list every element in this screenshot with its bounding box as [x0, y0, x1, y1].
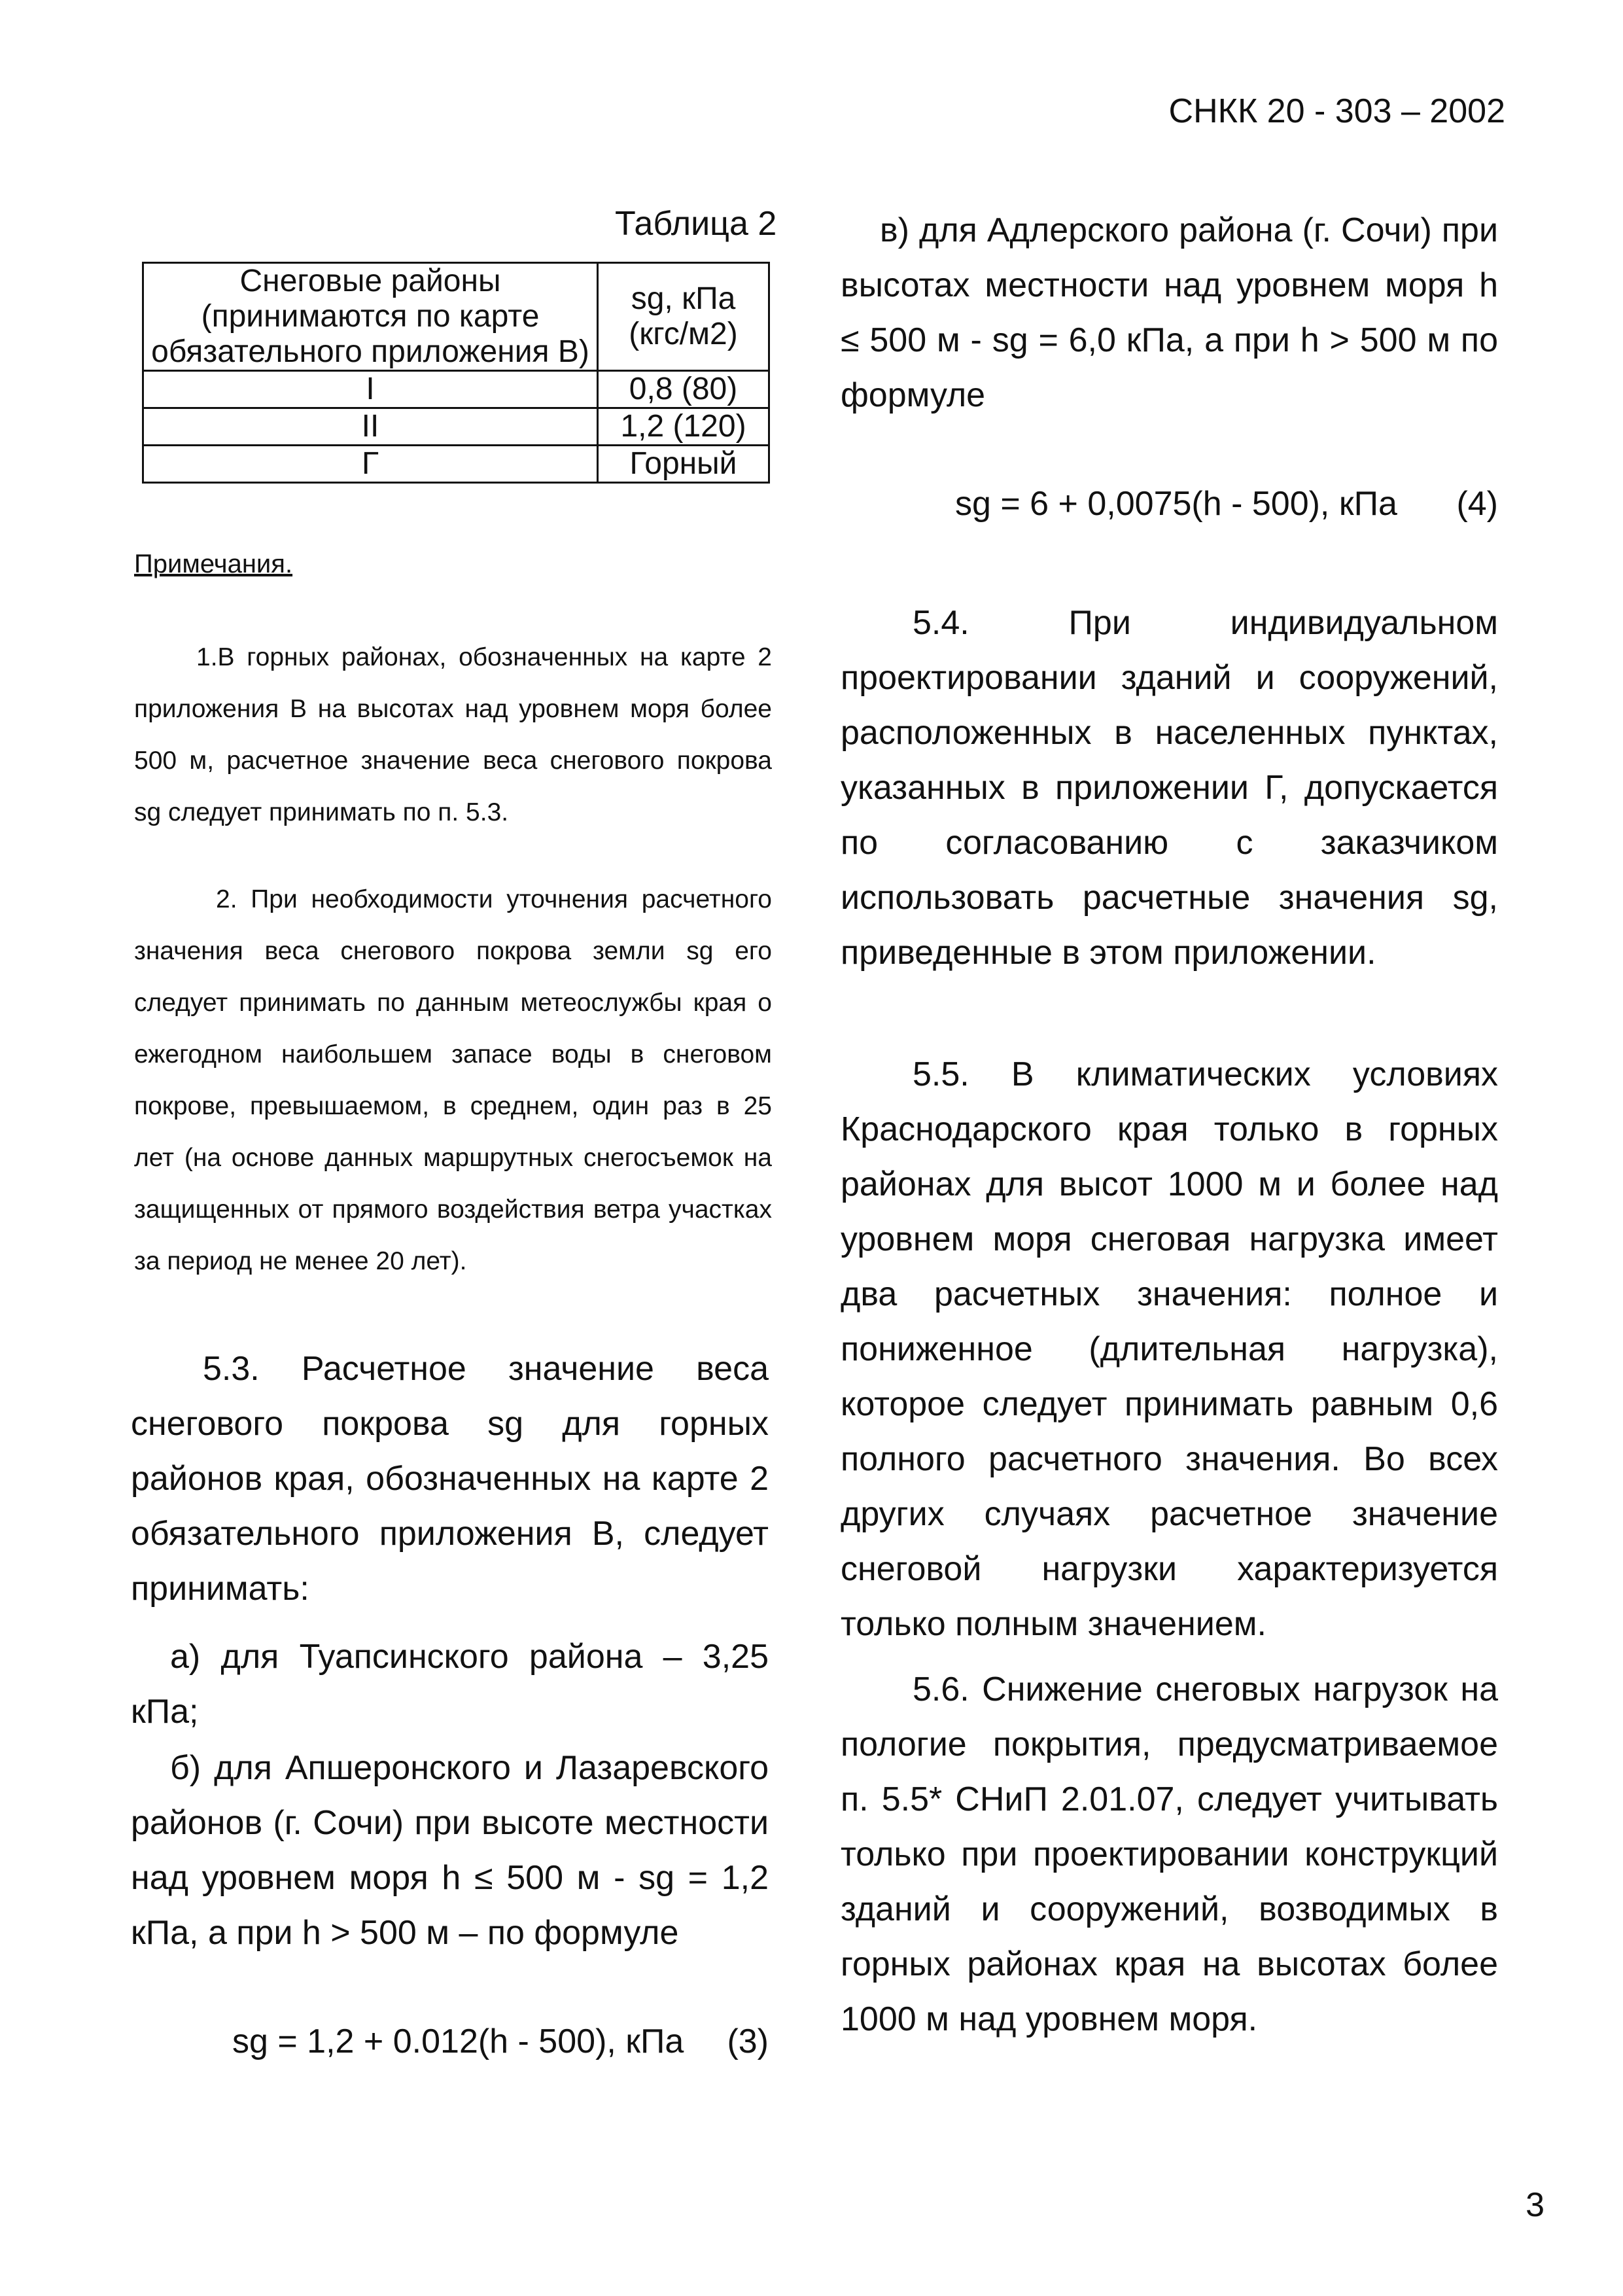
- formula-4-number: (4): [1456, 485, 1498, 523]
- table-row: [143, 408, 769, 446]
- paragraph-5-6: 5.6. Снижение снеговых нагрузок на пологие покрытия, предусматриваемое п. 5.5* СНиП 2.01.07, следует учитывать только при проектировании конструкций зданий и сооружений, возводимых в горных районах края на высотах более 1000 м над уровнем моря.: [841, 1670, 1498, 2038]
- table-cell: Г: [143, 446, 598, 483]
- item-a: а) для Туапсинского района – 3,25 кПа;: [131, 1638, 769, 1731]
- table-row: [143, 371, 769, 408]
- paragraph-5-5: 5.5. В климатических условиях Краснодарского края только в горных районах для высот 1000 м и более над уровнем моря снеговая нагрузка имеет два расчетных значения: полное и пониженное (длительная нагрузка), которое следует принимать равным 0,6 полного расчетного значения. Во всех других случаях расчетное значение снеговой нагрузки характеризуется только полным значением.: [841, 1055, 1498, 1643]
- item-v: в) для Адлерского района (г. Сочи) при высотах местности над уровнем моря h ≤ 500 м - sg = 6,0 кПа, а при h > 500 м по формуле: [841, 211, 1498, 414]
- table-cell: Горный: [598, 446, 769, 483]
- page-number: 3: [1526, 2186, 1544, 2224]
- formula-4: [955, 484, 1498, 523]
- table-header-row: [143, 263, 769, 371]
- table-header-cell: sg, кПа (кгс/м2): [598, 263, 769, 371]
- table-cell: 0,8 (80): [598, 371, 769, 408]
- note-2: 2. При необходимости уточнения расчетного значения веса снегового покрова земли sg его следует принимать по данным метеослужбы края о ежегодном наибольшем запасе воды в снеговом покрове, превышаемом, в среднем, один раз в 25 лет (на основе данных маршрутных снегосъемок на защищенных от прямого воздействия ветра участках за период не менее 20 лет).: [134, 885, 772, 1275]
- table-cell: 1,2 (120): [598, 408, 769, 446]
- formula-3-text: sg = 1,2 + 0.012(h - 500), кПа: [232, 2022, 684, 2060]
- document-header: СНКК 20 - 303 – 2002: [1168, 92, 1505, 130]
- notes-heading: Примечания.: [134, 550, 293, 578]
- note-1: 1.В горных районах, обозначенных на карте 2 приложения В на высотах над уровнем моря более 500 м, расчетное значение веса снегового покрова sg следует принимать по п. 5.3.: [134, 643, 772, 826]
- formula-3-number: (3): [727, 2022, 769, 2060]
- snow-regions-table: [142, 262, 770, 484]
- paragraph-5-3: 5.3. Расчетное значение веса снегового покрова sg для горных районов края, обозначенных на карте 2 обязательного приложения В, следует принимать:: [131, 1350, 769, 1608]
- formula-4-text: sg = 6 + 0,0075(h - 500), кПа: [955, 485, 1397, 523]
- table-cell: II: [143, 408, 598, 446]
- item-b: б) для Апшеронского и Лазаревского районов (г. Сочи) при высоте местности над уровнем моря h ≤ 500 м - sg = 1,2 кПа, а при h > 500 м – по формуле: [131, 1749, 769, 1952]
- table-title: Таблица 2: [615, 205, 777, 243]
- table-row: [143, 446, 769, 483]
- paragraph-5-4: 5.4. При индивидуальном проектировании зданий и сооружений, расположенных в населенных пунктах, указанных в приложении Г, допускается по согласованию с заказчиком использовать расчетные значения sg, приведенные в этом приложении.: [841, 604, 1498, 972]
- table-cell: I: [143, 371, 598, 408]
- table-header-cell: Снеговые районы (принимаются по карте обязательного приложения В): [143, 263, 598, 371]
- formula-3: [232, 2022, 769, 2061]
